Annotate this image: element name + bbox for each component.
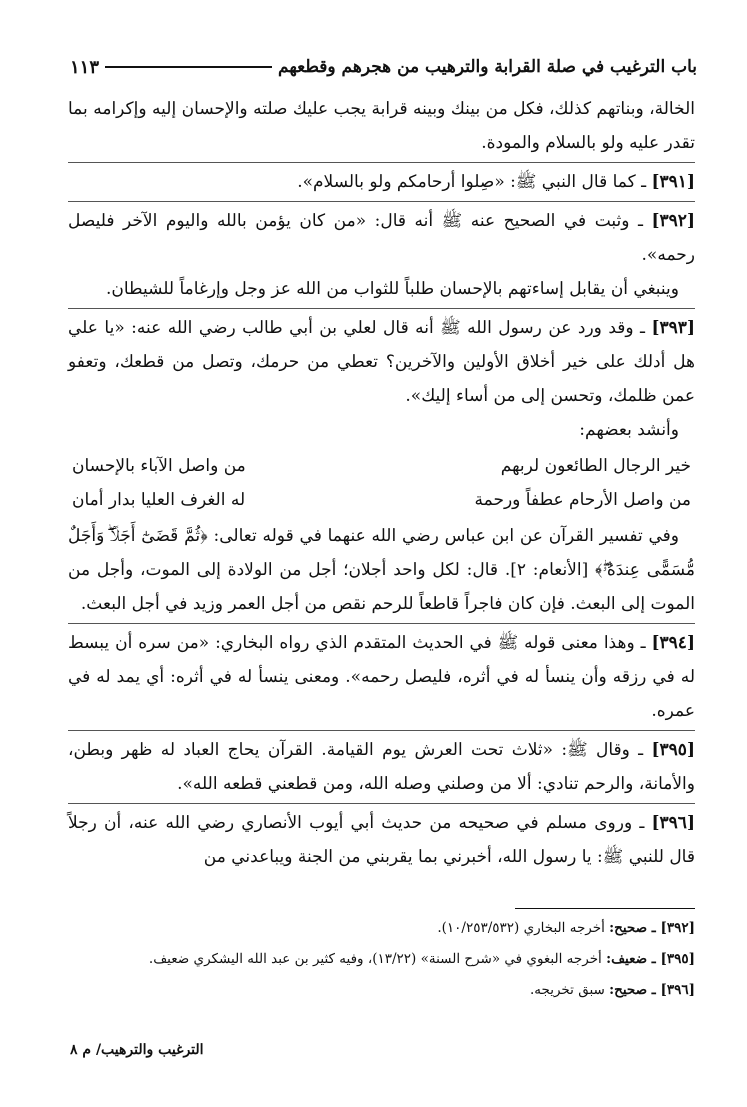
paragraph: وأنشد بعضهم: xyxy=(579,420,679,440)
verse-second-hemistich: له الغرف العليا بدار أمان xyxy=(72,490,246,510)
footnote-tag: [٣٩٦] ـ صحيح: xyxy=(609,982,695,998)
paragraph: وينبغي أن يقابل إساءتهم بالإحسان طلباً للثواب من الله عز وجل وإرغاماً للشيطان. xyxy=(105,279,679,299)
hadith-396 xyxy=(68,803,695,874)
verse-first-hemistich: خير الرجال الطائعون لربهم xyxy=(500,456,691,476)
hadith-393 xyxy=(68,308,695,413)
footnote-rule xyxy=(515,908,695,909)
hadith-number: [٣٩١] xyxy=(651,172,695,192)
hadith-text: ـ وروى مسلم في صحيحه من حديث أبي أيوب الأنصاري رضي الله عنه، أن رجلاً قال للنبي ﷺ: يا رسول الله، أخبرني بما يقربني من الجنة ويباعدني من xyxy=(68,813,695,867)
footnotes xyxy=(68,916,695,1009)
hadith-395 xyxy=(68,730,695,801)
hadith-number: [٣٩٥] xyxy=(651,740,695,760)
hadith-392 xyxy=(68,201,695,272)
footnote xyxy=(68,916,695,941)
footnote-tag: [٣٩٢] ـ صحيح: xyxy=(609,920,695,936)
verse-line xyxy=(68,449,695,483)
hadith-number: [٣٩٤] xyxy=(651,633,695,653)
hadith-number: [٣٩٦] xyxy=(651,813,695,833)
verse-first-hemistich: من واصل الأرحام عطفاً ورحمة xyxy=(474,490,691,510)
hadith-text: ـ وثبت في الصحيح عنه ﷺ أنه قال: «من كان يؤمن بالله واليوم الآخر فليصل رحمه». xyxy=(68,211,695,265)
verse-second-hemistich: من واصل الآباء بالإحسان xyxy=(72,456,246,476)
paragraph: الخالة، وبناتهم كذلك، فكل من بينك وبينه قرابة يجب عليك صلته والإحسان إليه وإكرامه بما تقدر عليه ولو بالسلام والمودة. xyxy=(68,99,695,153)
hadith-394 xyxy=(68,623,695,728)
hadith-text: ـ كما قال النبي ﷺ: «صِلوا أرحامكم ولو بالسلام». xyxy=(297,172,652,192)
footnote-text: أخرجه البخاري (١٠/٢٥٣/٥٣٢). xyxy=(437,920,610,936)
page-footer: الترغيب والترهيب/ م ٨ xyxy=(70,1042,204,1058)
hadith-text: ـ وقد ورد عن رسول الله ﷺ أنه قال لعلي بن أبي طالب رضي الله عنه: «يا علي هل أدلك على خير أخلاق الأولين والآخرين؟ تعطي من حرمك، وتصل من قطعك، وتعفو عمن ظلمك، وتحسن إلى من أساء إليك». xyxy=(68,318,695,406)
footnote-text: أخرجه البغوي في «شرح السنة» (١٣/٢٢)، وفيه كثير بن عبد الله اليشكري ضعيف. xyxy=(148,951,607,967)
hadith-391 xyxy=(68,162,695,199)
hadith-text: ـ وقال ﷺ: «ثلاث تحت العرش يوم القيامة. القرآن يحاج العباد له ظهر وبطن، والأمانة، والرحم تنادي: ألا من وصلني وصله الله، ومن قطعني قطعه الله». xyxy=(68,740,695,794)
verse-line xyxy=(68,483,695,517)
poetry-block xyxy=(68,449,695,517)
hadith-number: [٣٩٢] xyxy=(651,211,695,231)
footnote-text: سبق تخريجه. xyxy=(529,982,610,998)
hadith-text: ـ وهذا معنى قوله ﷺ في الحديث المتقدم الذي رواه البخاري: «من سره أن يبسط له في رزقه وأن ينسأ له في أثره، فليصل رحمه». ومعنى ينسأ له في أثره: أي يمد له في عمره. xyxy=(68,633,695,721)
paragraph: وفي تفسير القرآن عن ابن عباس رضي الله عنهما في قوله تعالى: ﴿ثُمَّ قَضَىٰٓ أَجَلًاۖ وَأَجَلٌ مُّسَمًّى عِندَهُۥۖ﴾ [الأنعام: ٢]. قال: لكل واحد أجلان؛ أجل من الولادة إلى الموت، وأجل من الموت إلى البعث. فإن كان فاجراً قاطعاً للرحم نقص من أجل العمر وزيد في أجل البعث. xyxy=(68,526,695,614)
hadith-number: [٣٩٣] xyxy=(651,318,695,338)
header-rule xyxy=(105,66,272,68)
chapter-title: باب الترغيب في صلة القرابة والترهيب من هجرهم وقطعهم xyxy=(278,57,697,77)
page-number: ١١٣ xyxy=(70,56,100,78)
footnote-tag: [٣٩٥] ـ ضعيف: xyxy=(606,951,695,967)
running-header xyxy=(70,50,697,84)
footnote xyxy=(68,978,695,1003)
main-text xyxy=(68,92,695,874)
footnote xyxy=(68,947,695,972)
